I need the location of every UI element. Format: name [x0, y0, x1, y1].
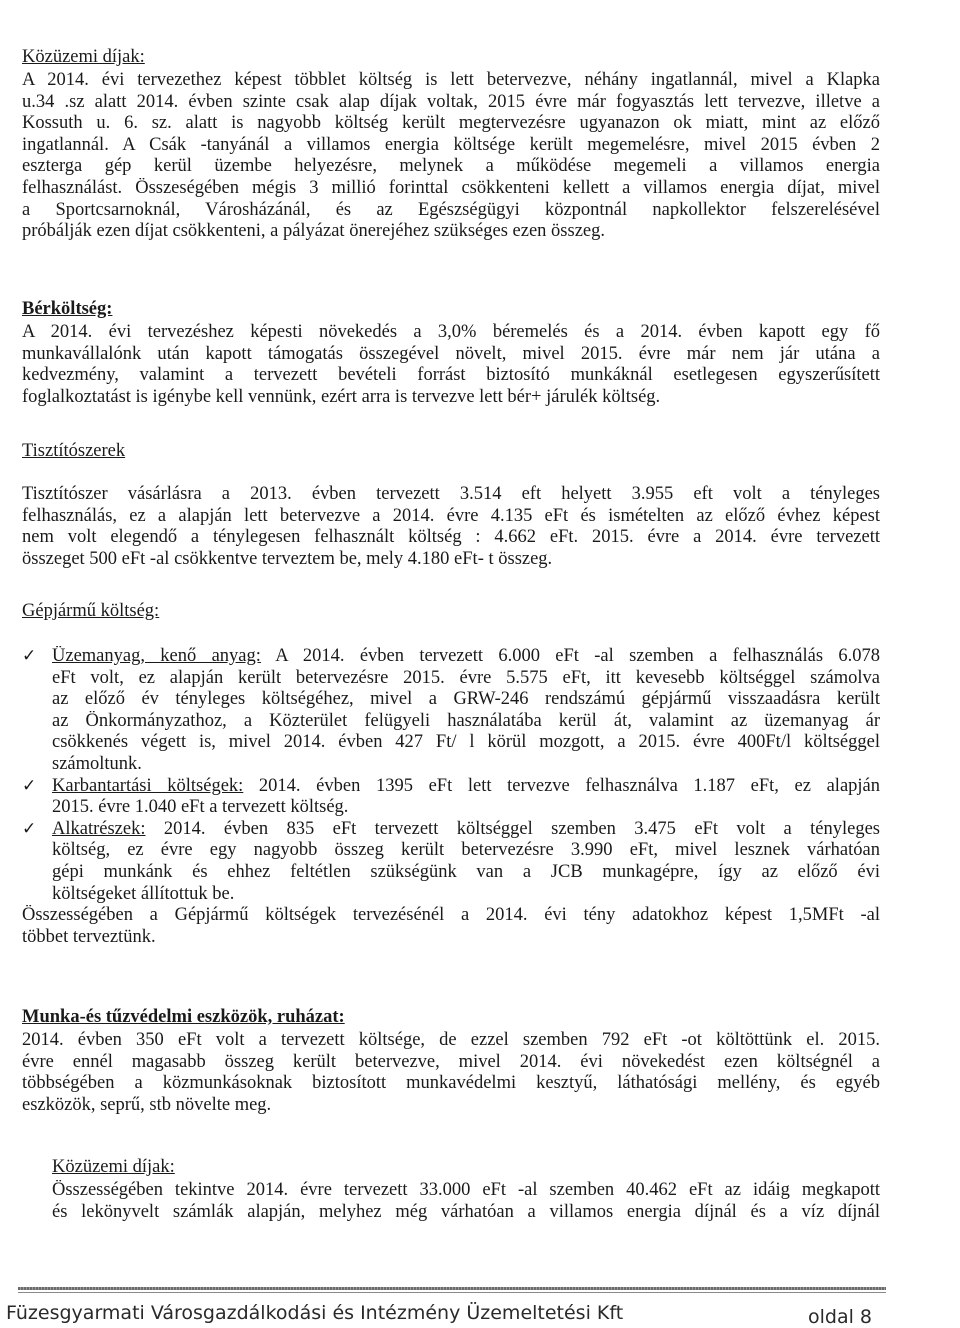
- text-line: nem volt elegendő a ténylegesen felhasznált költség : 4.662 eFt. 2015. évre a 2014. évre tervezett: [22, 527, 880, 548]
- text-line: költségeket állítottuk be.: [52, 883, 235, 904]
- footer-company-name: Füzesgyarmati Városgazdálkodási és Intézmény Üzemeltetési Kft: [6, 1302, 624, 1324]
- section-paragraph: [22, 322, 880, 408]
- section-paragraph: [22, 1180, 880, 1223]
- bullet-karbantartas: [22, 776, 880, 819]
- text-line: az előző év tényleges költségéhez, mivel a GRW-246 rendszámú gépjármű visszaadásra került: [52, 689, 880, 710]
- bullet-alkatreszek: [22, 819, 880, 905]
- section-heading: Közüzemi díjak:: [52, 1157, 175, 1177]
- checkmark-icon: ✓: [22, 775, 37, 796]
- section-paragraph: [22, 1030, 880, 1116]
- footer-rule-thin: [18, 1292, 886, 1293]
- text-line: 2014. évben 350 eFt volt a tervezett költsége, de ezzel szemben 792 eFt -ot költöttünk el. 2015.: [22, 1030, 880, 1050]
- text-line: eszközök, seprű, stb növelte meg.: [22, 1094, 272, 1115]
- section-heading: Tisztítószerek: [22, 441, 126, 461]
- section-tisztitoszerek: [22, 440, 880, 570]
- text-line: [52, 819, 880, 841]
- bullet-label: Alkatrészek:: [52, 818, 146, 839]
- section-heading: Munka-és tűzvédelmi eszközök, ruházat:: [22, 1007, 345, 1027]
- text-line: [52, 776, 880, 798]
- bullet-label: Üzemanyag, kenő anyag:: [52, 646, 261, 666]
- text-line: felhasználást. Összeségében mégis 3 millió forinttal csökkenteni kellett a villamos energia díjat, mivel: [22, 177, 880, 198]
- text-line: a Sportcsarnoknál, Városházánál, és az Egészségügyi központnál napkollektor felszerelésével: [22, 199, 880, 220]
- section-paragraph: [22, 484, 880, 570]
- section-munkavedelmi-eszkozok: [22, 1006, 880, 1116]
- text-line: Összességében tekintve 2014. évre tervezett 33.000 eFt -al szemben 40.462 eFt az idáig megkapott: [52, 1180, 880, 1200]
- checkmark-icon: ✓: [22, 818, 37, 839]
- section-kozuzemi-dijak: [22, 46, 880, 243]
- text-line: költség, ez évre egy nagyobb összeg került betervezésre 3.990 eFt, mivel lesznek várhatóan: [52, 840, 880, 861]
- text-line: Összességében a Gépjármű költségek tervezésénél a 2014. évi tény adatokhoz képest 1,5MFt -al: [22, 905, 880, 926]
- text-line: munkavállalónk után kapott támogatás összegével növelt, mivel 2015. évre már nem jár utána a: [22, 343, 880, 364]
- section-heading: Bérköltség:: [22, 299, 113, 319]
- bullet-text: 2014. évben 835 eFt tervezett költséggel szemben 3.475 eFt volt a tényleges: [145, 818, 880, 839]
- bullet-text: A 2014. évben tervezett 6.000 eFt -al szemben a felhasználás 6.078: [260, 646, 880, 666]
- section-berkoltseg: [22, 298, 880, 408]
- text-line: felhasználás, ez a alapján lett betervezve a 2014. évre 4.135 eFt és ismételten az előző évhez képest: [22, 505, 880, 526]
- footer-page-number: oldal 8: [808, 1306, 873, 1328]
- text-line: többségében a közmunkásoknak biztosított munkavédelmi kesztyű, láthatósági mellény, és egyéb: [22, 1073, 880, 1094]
- section-kozuzemi-dijak-2: [22, 1156, 880, 1223]
- text-line: Tisztítószer vásárlásra a 2013. évben tervezett 3.514 eft helyett 3.955 eft volt a tényleges: [22, 484, 880, 504]
- section-heading: Gépjármű költség:: [22, 601, 160, 621]
- summary-paragraph: [22, 905, 880, 948]
- text-line: u.34 .sz alatt 2014. évben szinte csak alap díjak voltak, 2015 évre már fogyasztás lett tervezve, illetve a: [22, 91, 880, 112]
- bullet-uzemanyag: [22, 646, 880, 776]
- text-line: az Önkormányzathoz, a Közterület felügyeli használatába kerül át, valamint az üzemanyag ár: [52, 710, 880, 731]
- text-line: évre ennél magasabb összeg került betervezve, mivel 2014. évi növekedést ezen költségnél a: [22, 1051, 880, 1072]
- text-line: többet terveztünk.: [22, 926, 156, 947]
- footer-rule: [18, 1287, 886, 1290]
- text-line: számoltunk.: [52, 753, 142, 774]
- text-line: A 2014. évi tervezethez képest többlet költség is lett betervezve, néhány ingatlannál, mivel a Klapka: [22, 70, 880, 90]
- text-line: ingatlannál. A Csák -tanyánál a villamos energia költsége került megemelésre, mivel 2015 évben 2: [22, 134, 880, 155]
- section-paragraph: [22, 70, 880, 243]
- text-line: kedvezmény, valamint a tervezett bevételi forrást biztosító munkáknál esetlegesen egyszerűsített: [22, 365, 880, 386]
- text-line: próbálják ezen díjat csökkenteni, a pályázat önerejéhez szükséges ezen összeg.: [22, 221, 605, 242]
- text-line: eszterga gép kerül üzembe helyezésre, melynek a működése megemeli a villamos energia: [22, 156, 880, 177]
- bullet-label: Karbantartási költségek:: [52, 775, 244, 796]
- text-line: gépi munkánk és ehhez feltétlen szükségünk van a JCB munkagépre, így az előző évi: [52, 861, 880, 882]
- section-gepjarmu-koltseg: [22, 600, 880, 948]
- text-line: A 2014. évi tervezéshez képesti növekedés a 3,0% béremelés és a 2014. évben kapott egy fő: [22, 322, 880, 342]
- text-line: foglalkoztatást is igénybe kell vennünk, ezért arra is tervezve lett bér+ járulék költség.: [22, 386, 661, 407]
- text-line: 2015. évre 1.040 eFt a tervezett költség.: [52, 797, 349, 818]
- text-line: és lekönyvelt számlák alapján, melyhez még várhatóan a villamos energia díjnál és a víz díjnál: [52, 1201, 880, 1222]
- text-line: Kossuth u. 6. sz. alatt is nagyobb költség került megtervezésre ugyanazon ok miatt, mint az előző: [22, 113, 880, 134]
- bullet-text: 2014. évben 1395 eFt lett tervezve felhasználva 1.187 eFt, ez alapján: [243, 775, 880, 796]
- checkmark-icon: ✓: [22, 646, 37, 666]
- text-line: eFt volt, ez alapján került betervezésre 2015. évre 5.575 eFt, itt kevesebb költséggel számolva: [52, 667, 880, 688]
- section-heading: Közüzemi díjak:: [22, 47, 145, 67]
- text-line: csökkenés végett is, mivel 2014. évben 427 Ft/ l körül mozgott, a 2015. évre 400Ft/l költséggel: [52, 732, 880, 753]
- text-line: [52, 646, 880, 668]
- text-line: összeget 500 eFt -al csökkentve terveztem be, mely 4.180 eFt- t összeg.: [22, 548, 553, 569]
